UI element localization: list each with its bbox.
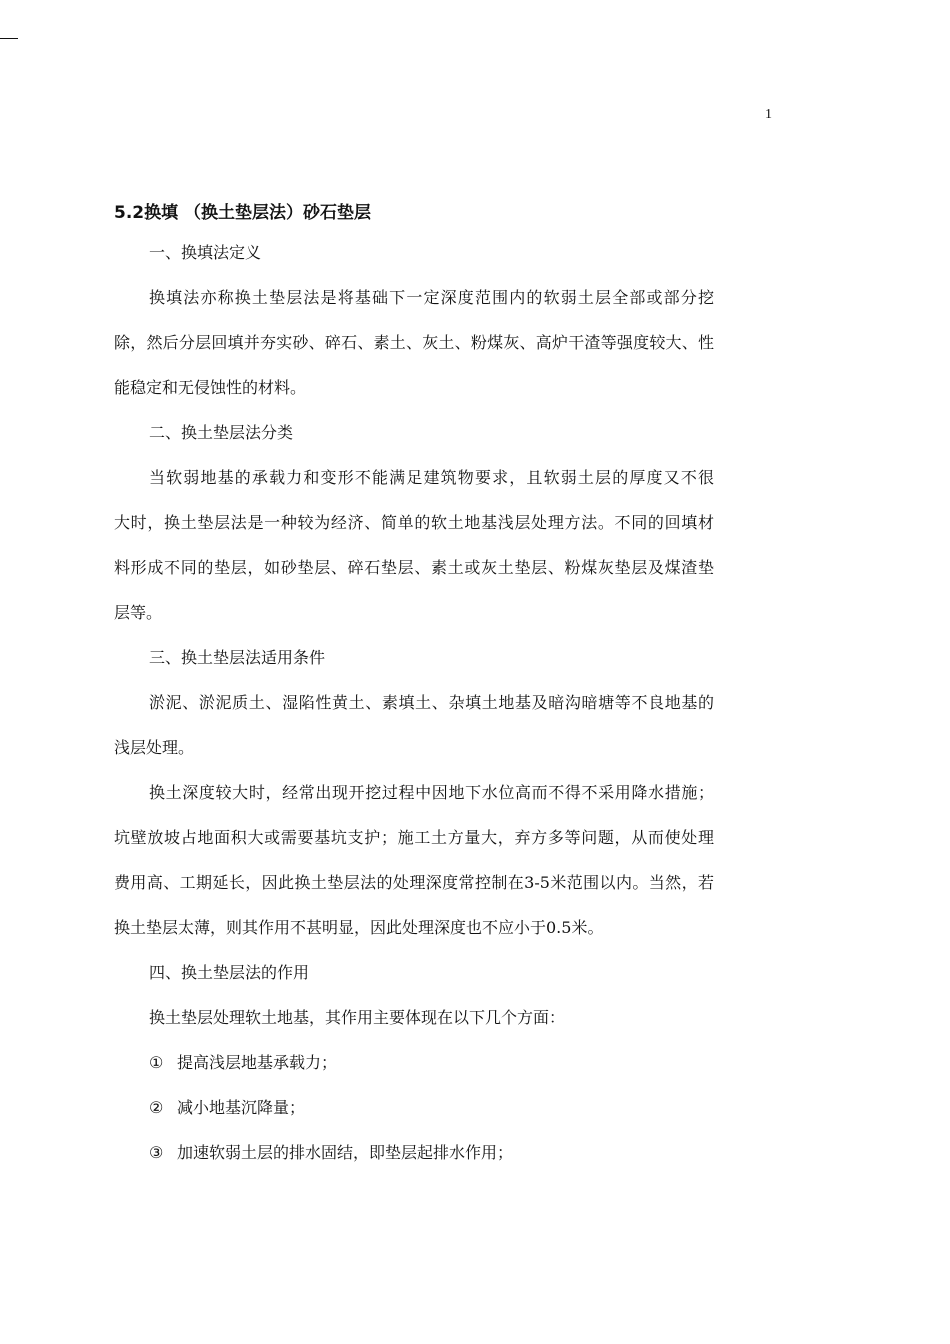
- subheading-function: 四、换土垫层法的作用: [149, 963, 310, 982]
- paragraph-line: 料形成不同的垫层，如砂垫层、碎石垫层、素土或灰土垫层、粉煤灰垫层及煤渣垫: [114, 558, 714, 577]
- paragraph-line: 层等。: [114, 603, 163, 622]
- list-marker: ②: [149, 1098, 164, 1117]
- document-body: [114, 196, 714, 1175]
- paragraph-line: 换填法亦称换土垫层法是将基础下一定深度范围内的软弱土层全部或部分挖: [149, 288, 714, 307]
- list-marker: ③: [149, 1143, 164, 1162]
- paragraph-line: 除，然后分层回填并夯实砂、碎石、素土、灰土、粉煤灰、高炉干渣等强度较大、性: [114, 333, 714, 352]
- paragraph-line: 大时，换土垫层法是一种较为经济、简单的软土地基浅层处理方法。不同的回填材: [114, 513, 714, 532]
- list-item: [114, 1040, 714, 1085]
- paragraph-line: 换土垫层太薄，则其作用不甚明显，因此处理深度也不应小于0.5米。: [114, 918, 604, 937]
- paragraph-line: 费用高、工期延长，因此换土垫层法的处理深度常控制在3-5米范围以内。当然，若: [114, 873, 714, 892]
- list-text: 减小地基沉降量；: [177, 1098, 306, 1117]
- subheading-definition: 一、换填法定义: [149, 243, 262, 262]
- list-item: [114, 1085, 714, 1130]
- list-text: 加速软弱土层的排水固结，即垫层起排水作用；: [177, 1143, 514, 1162]
- subheading-classification: 二、换土垫层法分类: [149, 423, 294, 442]
- paragraph-line: 换土深度较大时，经常出现开挖过程中因地下水位高而不得不采用降水措施；: [149, 783, 714, 802]
- subheading-conditions: 三、换土垫层法适用条件: [149, 648, 326, 667]
- corner-mark: [0, 38, 18, 39]
- paragraph-line: 换土垫层处理软土地基，其作用主要体现在以下几个方面：: [149, 1008, 566, 1027]
- paragraph-line: 能稳定和无侵蚀性的材料。: [114, 378, 307, 397]
- paragraph-line: 浅层处理。: [114, 738, 195, 757]
- section-heading: 5.2换填 （换土垫层法）砂石垫层: [114, 203, 372, 223]
- page-number: 1: [765, 107, 772, 122]
- paragraph-line: 当软弱地基的承载力和变形不能满足建筑物要求，且软弱土层的厚度又不很: [149, 468, 714, 487]
- paragraph-line: 坑壁放坡占地面积大或需要基坑支护；施工土方量大，弃方多等问题，从而使处理: [114, 828, 714, 847]
- list-text: 提高浅层地基承载力；: [177, 1053, 338, 1072]
- paragraph-line: 淤泥、淤泥质土、湿陷性黄土、素填土、杂填土地基及暗沟暗塘等不良地基的: [149, 693, 714, 712]
- list-marker: ①: [149, 1053, 164, 1072]
- list-item: [114, 1130, 714, 1175]
